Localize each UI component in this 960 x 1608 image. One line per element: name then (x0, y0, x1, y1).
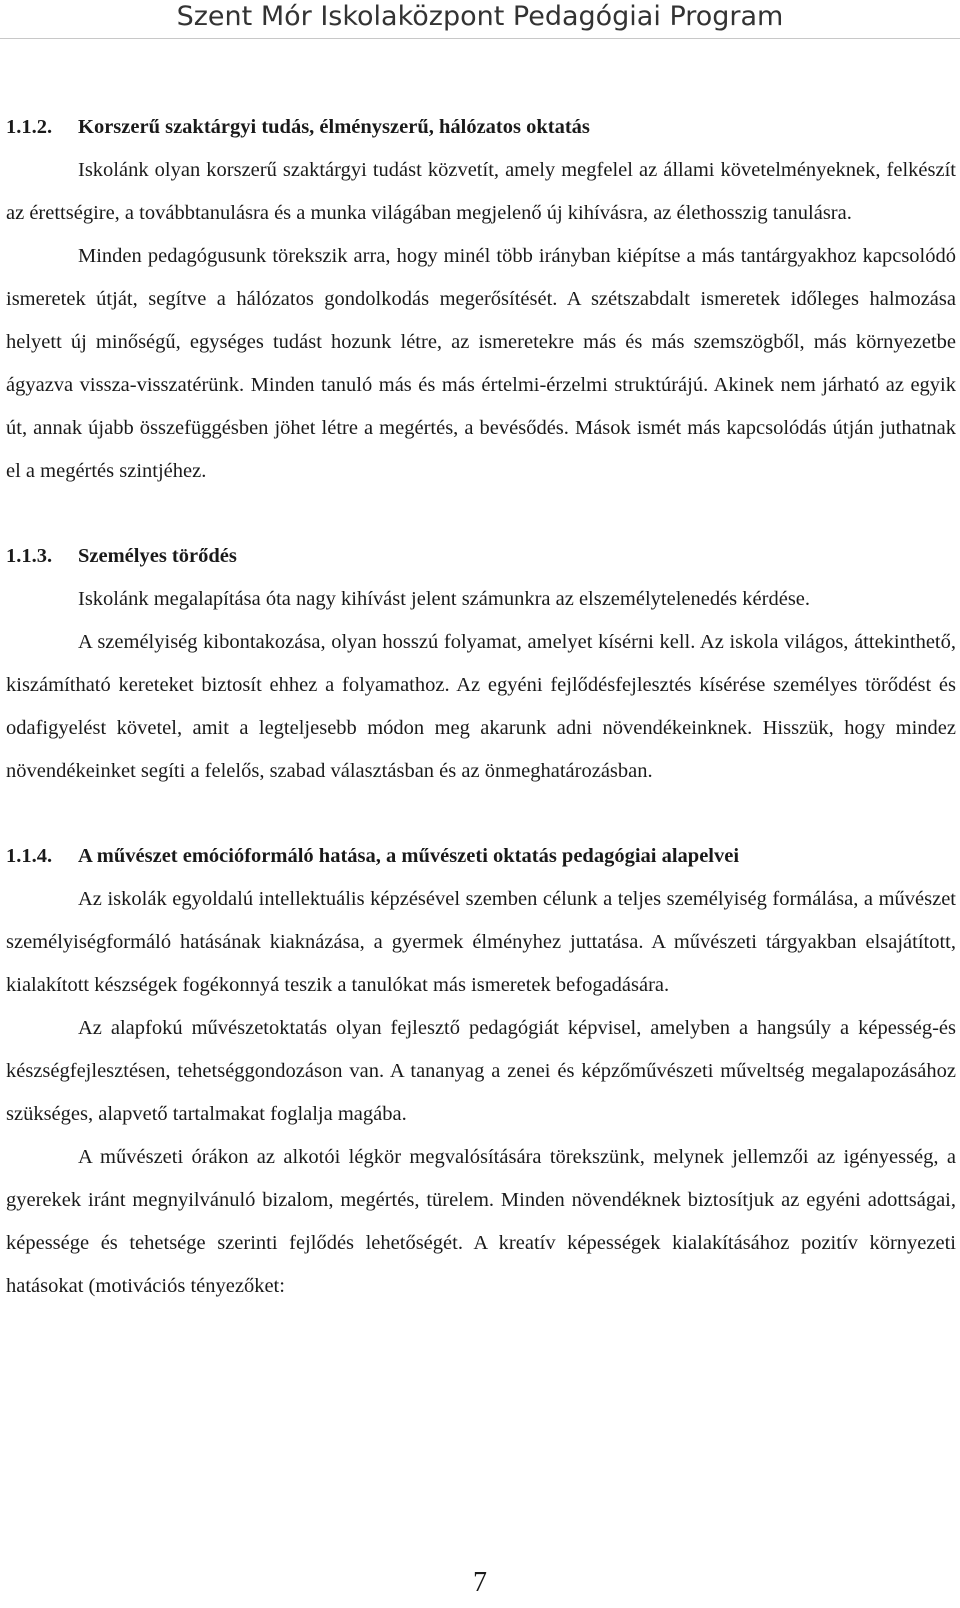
paragraph: A művészeti órákon az alkotói légkör megvalósítására törekszünk, melynek jellemzői az igényesség, a gyerekek iránt megnyilvánuló bizalom, megértés, türelem. Minden növendéknek biztosítjuk az egyéni adottságai, képessége és tehetsége szerinti fejlődés lehetőségét. A kreatív képességek kialakításához pozitív környezeti hatásokat (motivációs tényezőket: (6, 1146, 956, 1297)
section-title: A művészet emócióformáló hatása, a művészeti oktatás pedagógiai alapelvei (78, 845, 740, 867)
section-heading (6, 535, 956, 578)
paragraph: Minden pedagógusunk törekszik arra, hogy minél több irányban kiépítse a más tantárgyakhoz kapcsolódó ismeretek útját, segítve a hálózatos gondolkodás megerősítését. A szétszabdalt ismeretek időleges halmozása helyett új minőségű, egységes tudást hozunk létre, az ismeretekre más és más szemszögből, más környezetbe ágyazva vissza-visszatérünk. Minden tanuló más és más értelmi-érzelmi struktúrájú. Akinek nem járható az egyik út, annak újabb összefüggésben jöhet létre a megértés, a bevésődés. Mások ismét más kapcsolódás útján juthatnak el a megértés szintjéhez. (6, 245, 956, 482)
header-divider (0, 38, 960, 39)
paragraph: Iskolánk megalapítása óta nagy kihívást jelent számunkra az elszemélytelenedés kérdése. (78, 588, 811, 610)
section-number: 1.1.3. (6, 545, 53, 567)
section-heading (6, 106, 956, 149)
section-1-1-3 (6, 535, 956, 793)
section-1-1-2 (6, 106, 956, 493)
section-title: Személyes törődés (78, 545, 237, 567)
section-number: 1.1.4. (6, 845, 53, 867)
section-1-1-4 (6, 835, 956, 1308)
section-title: Korszerű szaktárgyi tudás, élményszerű, hálózatos oktatás (78, 116, 590, 138)
section-heading (6, 835, 956, 878)
paragraph: A személyiség kibontakozása, olyan hosszú folyamat, amelyet kísérni kell. Az iskola világos, áttekinthető, kiszámítható kereteket biztosít ehhez a folyamathoz. Az egyéni fejlődésfejlesztés kísérése személyes törődést és odafigyelést követel, amit a legteljesebb módon meg akarunk adni növendékeinknek. Hisszük, hogy mindez növendékeinket segíti a felelős, szabad választásban és az önmeghatározásban. (6, 631, 956, 782)
paragraph: Az iskolák egyoldalú intellektuális képzésével szemben célunk a teljes személyiség formálása, a művészet személyiségformáló hatásának kiaknázása, a gyermek élményhez juttatása. A művészeti tárgyakban elsajátított, kialakított készségek fogékonnyá teszik a tanulókat más ismeretek befogadására. (6, 888, 956, 996)
paragraph: Az alapfokú művészetoktatás olyan fejlesztő pedagógiát képvisel, amelyben a hangsúly a képesség-és készségfejlesztésen, tehetséggondozáson van. A tananyag a zenei és képzőművészeti műveltség megalapozásához szükséges, alapvető tartalmakat foglalja magába. (6, 1017, 956, 1125)
section-number: 1.1.2. (6, 116, 53, 138)
running-header: Szent Mór Iskolaközpont Pedagógiai Program (176, 1, 784, 32)
page-content (6, 106, 956, 1308)
paragraph: Iskolánk olyan korszerű szaktárgyi tudást közvetít, amely megfelel az állami követelményeknek, felkészít az érettségire, a továbbtanulásra és a munka világában megjelenő új kihívásra, az élethosszig tanulásra. (6, 159, 956, 224)
page-number: 7 (473, 1567, 487, 1598)
